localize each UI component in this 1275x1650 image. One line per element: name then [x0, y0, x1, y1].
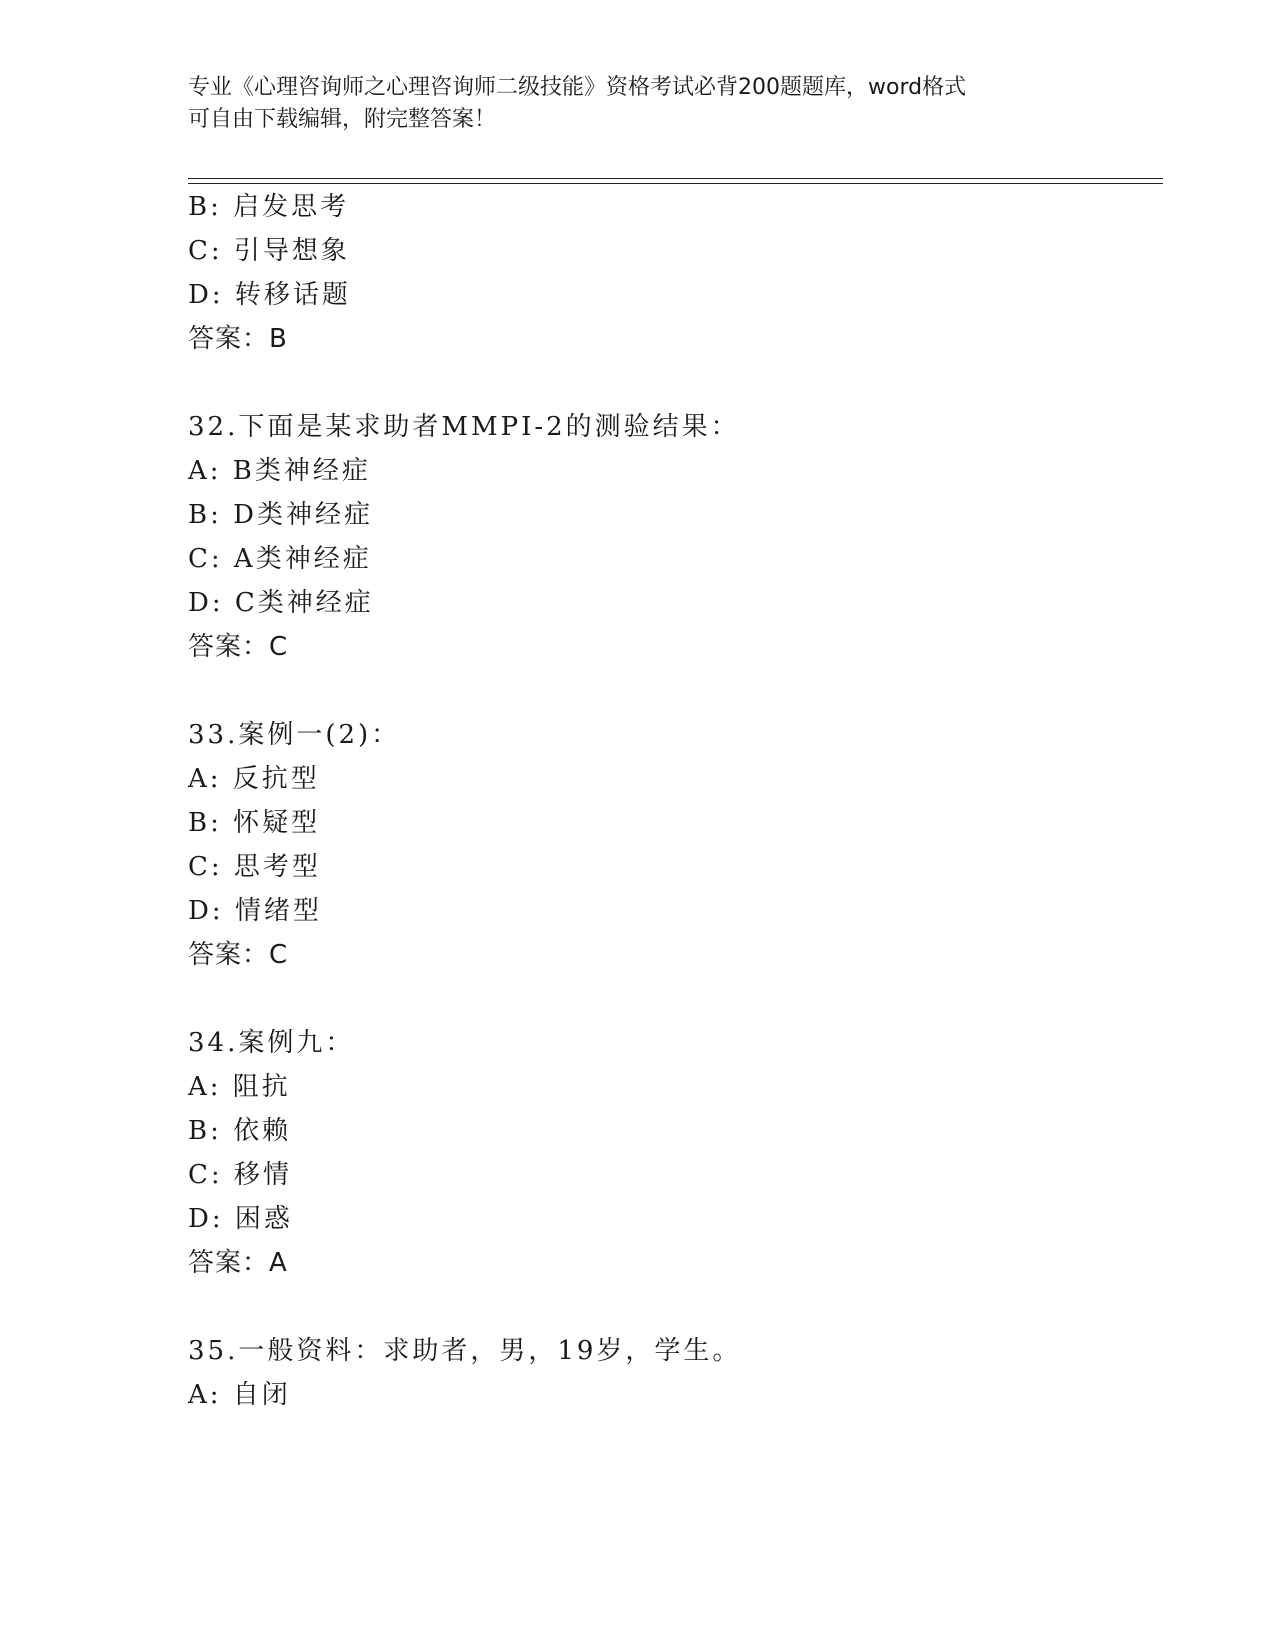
document-header — [188, 72, 1088, 136]
q33-option-c: C: 思考型 — [188, 852, 321, 882]
q34-option-d: D: 困惑 — [188, 1204, 293, 1234]
q34-option-b: B: 依赖 — [188, 1116, 292, 1146]
q31-option-b: B: 启发思考 — [188, 192, 350, 222]
q31-answer: 答案：B — [188, 324, 288, 354]
header-line-1: 专业《心理咨询师之心理咨询师二级技能》资格考试必背200题题库，word格式 — [188, 75, 967, 100]
q35-stem: 35.一般资料：求助者，男，19岁，学生。 — [188, 1336, 742, 1366]
header-divider-top — [188, 178, 1163, 179]
header-divider-bottom — [188, 183, 1163, 184]
q34-stem: 34.案例九： — [188, 1028, 355, 1058]
q33-stem: 33.案例一(2)： — [188, 720, 401, 750]
q32-option-d: D: C类神经症 — [188, 588, 374, 618]
q31-option-d: D: 转移话题 — [188, 280, 351, 310]
header-line-2: 可自由下载编辑，附完整答案！ — [188, 107, 497, 132]
q33-option-a: A: 反抗型 — [188, 764, 320, 794]
q33-option-d: D: 情绪型 — [188, 896, 322, 926]
q31-option-c: C: 引导想象 — [188, 236, 350, 266]
q34-option-a: A: 阻抗 — [188, 1072, 291, 1102]
q32-option-b: B: D类神经症 — [188, 500, 373, 530]
q32-option-c: C: A类神经症 — [188, 544, 372, 574]
q32-answer: 答案：C — [188, 632, 289, 662]
q32-option-a: A: B类神经症 — [188, 456, 371, 486]
q33-option-b: B: 怀疑型 — [188, 808, 321, 838]
q34-option-c: C: 移情 — [188, 1160, 292, 1190]
q32-stem: 32.下面是某求助者MMPI-2的测验结果： — [188, 412, 740, 442]
q34-answer: 答案：A — [188, 1248, 288, 1278]
q33-answer: 答案：C — [188, 940, 289, 970]
q35-option-a: A: 自闭 — [188, 1380, 291, 1410]
